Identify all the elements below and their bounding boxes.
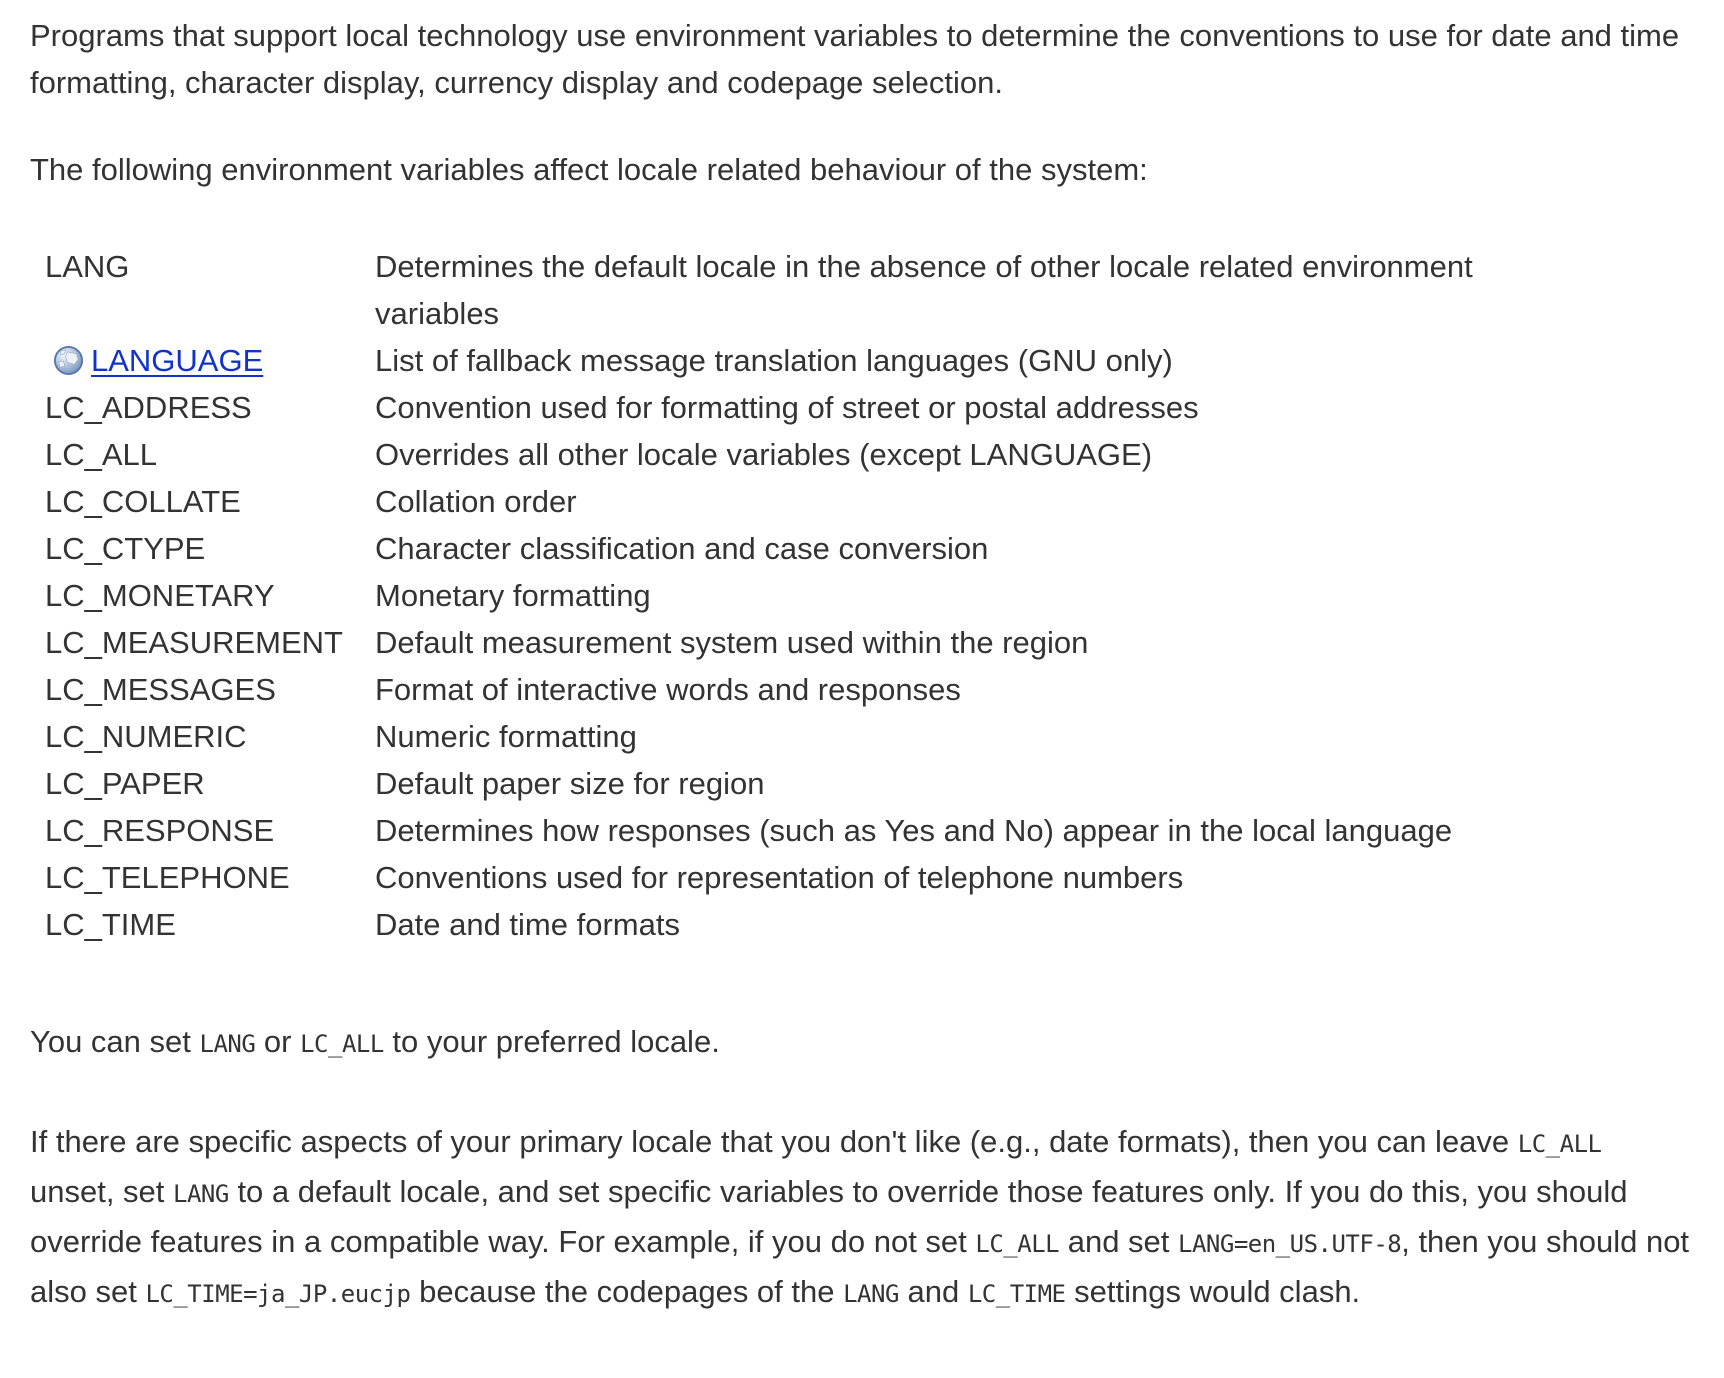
env-var-name-cell <box>45 619 375 666</box>
inline-code: LC_TIME=ja_JP.eucjp <box>145 1280 411 1308</box>
text-run: and <box>898 1274 968 1309</box>
env-var-name: LC_TELEPHONE <box>45 860 290 895</box>
env-var-name: LC_COLLATE <box>45 484 241 519</box>
env-var-description: Default paper size for region <box>375 766 765 801</box>
env-var-row <box>45 713 1694 760</box>
text-run: settings would clash. <box>1065 1274 1361 1309</box>
text-run: to your preferred locale. <box>383 1024 720 1059</box>
env-var-row <box>45 760 1694 807</box>
env-var-name-cell <box>45 854 375 901</box>
env-var-name: LC_MONETARY <box>45 578 275 613</box>
env-var-name-cell <box>45 478 375 525</box>
env-var-name-cell <box>45 807 375 854</box>
list-intro-paragraph: The following environment variables affect locale related behaviour of the system: <box>30 152 1148 187</box>
env-var-name: LC_ADDRESS <box>45 390 252 425</box>
env-var-name-cell <box>45 337 375 384</box>
env-var-name: LC_RESPONSE <box>45 813 275 848</box>
env-var-table <box>45 243 1694 948</box>
env-var-description: Overrides all other locale variables (except LANGUAGE) <box>375 437 1153 472</box>
env-var-name-cell <box>45 713 375 760</box>
set-locale-paragraph <box>30 1018 1694 1068</box>
env-var-name-cell <box>45 572 375 619</box>
text-run: You can set <box>30 1024 200 1059</box>
inline-code: LANG <box>199 1030 256 1058</box>
env-var-row <box>45 384 1694 431</box>
env-var-row <box>45 478 1694 525</box>
env-var-row <box>45 243 1694 337</box>
text-run: and set <box>1059 1224 1179 1259</box>
env-var-name-cell <box>45 384 375 431</box>
env-var-description: Numeric formatting <box>375 719 637 754</box>
env-var-description: Conventions used for representation of telephone numbers <box>375 860 1184 895</box>
env-var-name: LC_CTYPE <box>45 531 206 566</box>
env-var-name: LC_MEASUREMENT <box>45 625 343 660</box>
text-run: , then you should not also set <box>30 1224 1690 1309</box>
text-run: or <box>255 1024 301 1059</box>
text-run: If there are specific aspects of your primary locale that you don't like (e.g., date formats), then you can leave <box>30 1124 1518 1159</box>
env-var-name: LC_ALL <box>45 437 158 472</box>
env-var-name: LANG <box>45 249 130 284</box>
env-var-name-cell <box>45 901 375 948</box>
env-var-description: Date and time formats <box>375 907 680 942</box>
override-paragraph <box>30 1118 1694 1318</box>
env-var-row <box>45 901 1694 948</box>
env-var-description: Determines the default locale in the absence of other locale related environment variables <box>375 249 1473 331</box>
env-var-description: Default measurement system used within the region <box>375 625 1089 660</box>
env-var-row <box>45 431 1694 478</box>
env-var-description: List of fallback message translation languages (GNU only) <box>375 343 1173 378</box>
env-var-description: Monetary formatting <box>375 578 651 613</box>
globe-icon <box>53 345 84 376</box>
inline-code: LANG <box>173 1180 229 1208</box>
env-var-row <box>45 666 1694 713</box>
env-var-name: LC_PAPER <box>45 766 205 801</box>
env-var-name: LC_MESSAGES <box>45 672 276 707</box>
language-interwiki-link[interactable]: LANGUAGE <box>91 343 264 378</box>
inline-code: LC_TIME <box>967 1280 1066 1308</box>
inline-code: LANG=en_US.UTF-8 <box>1178 1230 1402 1258</box>
env-var-row <box>45 572 1694 619</box>
inline-code: LC_ALL <box>1517 1130 1602 1158</box>
text-run: to a default locale, and set specific variables to override those features only. If you do this, you should override features in a compatible way. For example, if you do not set <box>30 1174 1628 1259</box>
intro-paragraph: Programs that support local technology use environment variables to determine the conventions to use for date and time formatting, character display, currency display and codepage selection. <box>30 18 1680 100</box>
env-var-row <box>45 807 1694 854</box>
env-var-description: Collation order <box>375 484 577 519</box>
env-var-name-cell <box>45 525 375 572</box>
inline-code: LC_ALL <box>975 1230 1060 1258</box>
env-var-name-cell <box>45 431 375 478</box>
text-run: unset, set <box>30 1174 174 1209</box>
env-var-row <box>45 619 1694 666</box>
env-var-description: Character classification and case conversion <box>375 531 989 566</box>
env-var-description: Determines how responses (such as Yes and No) appear in the local language <box>375 813 1453 848</box>
inline-code: LC_ALL <box>300 1030 384 1058</box>
inline-code: LANG <box>843 1280 899 1308</box>
env-var-row <box>45 854 1694 901</box>
env-var-name-cell <box>45 760 375 807</box>
env-var-row <box>45 525 1694 572</box>
env-var-name-cell <box>45 243 375 290</box>
env-var-name: LC_TIME <box>45 907 176 942</box>
env-var-description: Format of interactive words and responses <box>375 672 961 707</box>
env-var-row <box>45 337 1694 384</box>
env-var-name: LC_NUMERIC <box>45 719 247 754</box>
text-run: because the codepages of the <box>410 1274 844 1309</box>
env-var-description: Convention used for formatting of street or postal addresses <box>375 390 1199 425</box>
env-var-name-cell <box>45 666 375 713</box>
